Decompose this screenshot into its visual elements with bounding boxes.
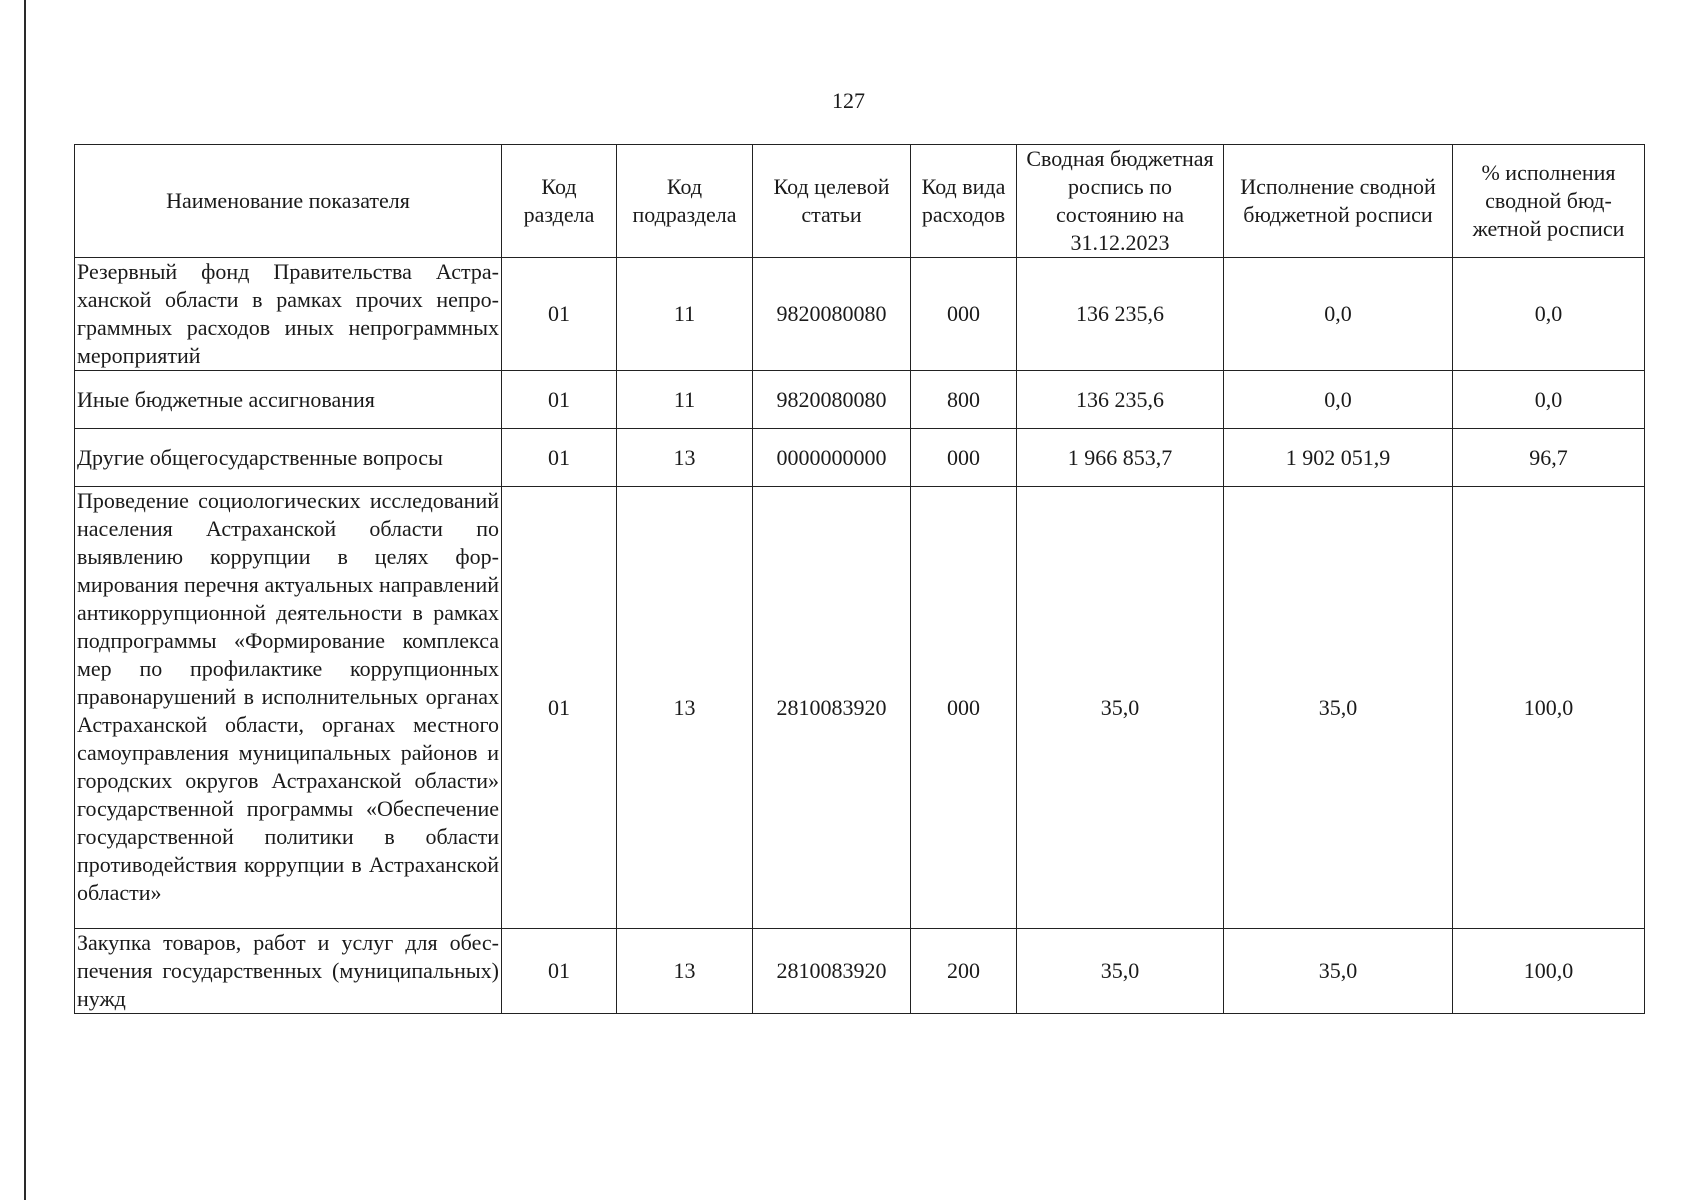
table-row [75, 258, 1645, 371]
budget-table [74, 144, 1645, 1014]
row-execution-percent: 96,7 [1453, 429, 1645, 487]
row-subsection-code: 11 [617, 371, 753, 429]
row-name: Иные бюджетные ассигнования [75, 371, 502, 429]
row-expense-kind-code: 000 [911, 487, 1017, 929]
row-subsection-code: 11 [617, 258, 753, 371]
row-budget-plan: 136 235,6 [1017, 258, 1224, 371]
row-name: Закупка товаров, работ и услуг для обеспечения государственных (муниципальных) нужд [75, 929, 502, 1014]
row-budget-execution: 1 902 051,9 [1224, 429, 1453, 487]
row-budget-plan: 136 235,6 [1017, 371, 1224, 429]
row-name: Другие общегосударственные вопросы [75, 429, 502, 487]
row-section-code: 01 [502, 429, 617, 487]
row-expense-kind-code: 000 [911, 429, 1017, 487]
row-execution-percent: 100,0 [1453, 487, 1645, 929]
row-name: Резервный фонд Правительства Астраханской области в рамках прочих непрограммных расходов иных непрограммных мероприятий [75, 258, 502, 371]
row-budget-plan: 35,0 [1017, 487, 1224, 929]
row-target-code: 2810083920 [753, 929, 911, 1014]
row-subsection-code: 13 [617, 429, 753, 487]
page-number: 127 [832, 88, 865, 113]
row-name: Проведение социологических исследований населения Астраханской области по выявлению коррупции в целях формирования перечня актуальных направлений антикоррупционной деятельности в рамках подпрограммы «Формирование комплекса мер по профилактике коррупционных правонарушений в исполнительных органах Астраханской области, органах местного самоуправления муниципальных районов и городских округов Астраханской области» государственной программы «Обеспечение государственной политики в области противодействия коррупции в Астраханской области» [75, 487, 502, 929]
row-budget-execution: 0,0 [1224, 371, 1453, 429]
row-expense-kind-code: 000 [911, 258, 1017, 371]
row-target-code: 0000000000 [753, 429, 911, 487]
row-budget-execution: 35,0 [1224, 487, 1453, 929]
row-section-code: 01 [502, 371, 617, 429]
header-budget-plan: Сводная бюджетная роспись по состоянию на 31.12.2023 [1017, 145, 1224, 258]
row-subsection-code: 13 [617, 487, 753, 929]
row-target-code: 9820080080 [753, 371, 911, 429]
row-section-code: 01 [502, 487, 617, 929]
header-budget-execution: Исполнение сводной бюджетной росписи [1224, 145, 1453, 258]
table-row [75, 371, 1645, 429]
row-budget-plan: 35,0 [1017, 929, 1224, 1014]
table-row [75, 929, 1645, 1014]
row-expense-kind-code: 200 [911, 929, 1017, 1014]
header-expense-kind-code: Код вида расходов [911, 145, 1017, 258]
row-target-code: 2810083920 [753, 487, 911, 929]
row-budget-plan: 1 966 853,7 [1017, 429, 1224, 487]
row-expense-kind-code: 800 [911, 371, 1017, 429]
table-row [75, 429, 1645, 487]
row-execution-percent: 100,0 [1453, 929, 1645, 1014]
row-budget-execution: 0,0 [1224, 258, 1453, 371]
row-target-code: 9820080080 [753, 258, 911, 371]
table-row [75, 487, 1645, 929]
header-execution-percent: % исполнения сводной бюд-жетной росписи [1453, 145, 1645, 258]
header-section-code: Код раздела [502, 145, 617, 258]
page-margin-line [24, 0, 26, 1200]
header-name: Наименование показателя [75, 145, 502, 258]
row-section-code: 01 [502, 929, 617, 1014]
row-budget-execution: 35,0 [1224, 929, 1453, 1014]
row-subsection-code: 13 [617, 929, 753, 1014]
row-execution-percent: 0,0 [1453, 371, 1645, 429]
header-subsection-code: Код подраздела [617, 145, 753, 258]
row-execution-percent: 0,0 [1453, 258, 1645, 371]
row-section-code: 01 [502, 258, 617, 371]
table-header-row [75, 145, 1645, 258]
header-target-code: Код целевой статьи [753, 145, 911, 258]
